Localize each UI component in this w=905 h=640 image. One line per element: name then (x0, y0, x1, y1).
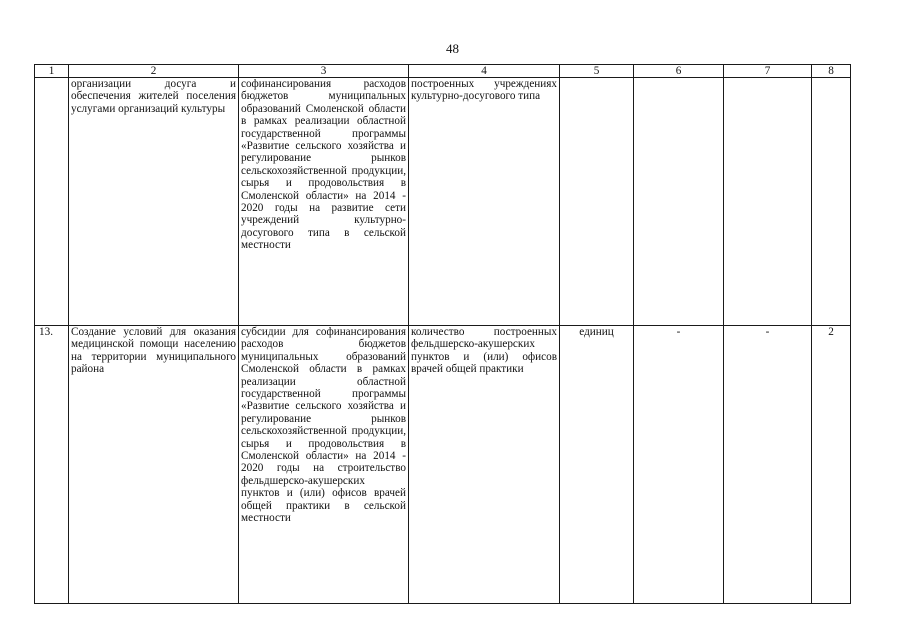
unit-cell: единиц (560, 326, 634, 604)
value-cell-8 (812, 78, 851, 326)
column-number-row (35, 65, 851, 78)
column-header: 7 (724, 65, 812, 78)
unit-cell (560, 78, 634, 326)
column-header: 4 (409, 65, 560, 78)
measure-cell: Создание условий для оказания медицинской помощи населению на территории муниципального района (69, 326, 239, 604)
row-number: 13. (35, 326, 69, 604)
table-row (35, 326, 851, 604)
funding-source-cell: субсидии для софинансирования расходов бюджетов муниципальных образований Смоленской области в рамках реализации областной государственной программы «Развитие сельского хозяйства и регулирование рынков сельскохозяйственной продукции, сырья и продовольствия в Смоленской области» на 2014 - 2020 годы на строительство фельдшерско-акушерских пунктов и (или) офисов врачей общей практики в сельской местности (239, 326, 409, 604)
column-header: 5 (560, 65, 634, 78)
column-header: 3 (239, 65, 409, 78)
page-number: 48 (446, 41, 459, 56)
value-cell-6: - (634, 326, 724, 604)
value-cell-7 (724, 78, 812, 326)
table-row (35, 78, 851, 326)
indicator-cell: построенных учреждениях культурно-досугового типа (409, 78, 560, 326)
column-header: 1 (35, 65, 69, 78)
column-header: 8 (812, 65, 851, 78)
row-number (35, 78, 69, 326)
value-cell-6 (634, 78, 724, 326)
document-table (34, 64, 851, 604)
indicator-cell: количество построенных фельдшерско-акушерских пунктов и (или) офисов врачей общей практики (409, 326, 560, 604)
measure-cell: организации досуга и обеспечения жителей поселения услугами организаций культуры (69, 78, 239, 326)
value-cell-8: 2 (812, 326, 851, 604)
column-header: 6 (634, 65, 724, 78)
value-cell-7: - (724, 326, 812, 604)
funding-source-cell: софинансирования расходов бюджетов муниципальных образований Смоленской области в рамках реализации областной государственной программы «Развитие сельского хозяйства и регулирование рынков сельскохозяйственной продукции, сырья и продовольствия в Смоленской области» на 2014 - 2020 годы на развитие сети учреждений культурно-досугового типа в сельской местности (239, 78, 409, 326)
column-header: 2 (69, 65, 239, 78)
